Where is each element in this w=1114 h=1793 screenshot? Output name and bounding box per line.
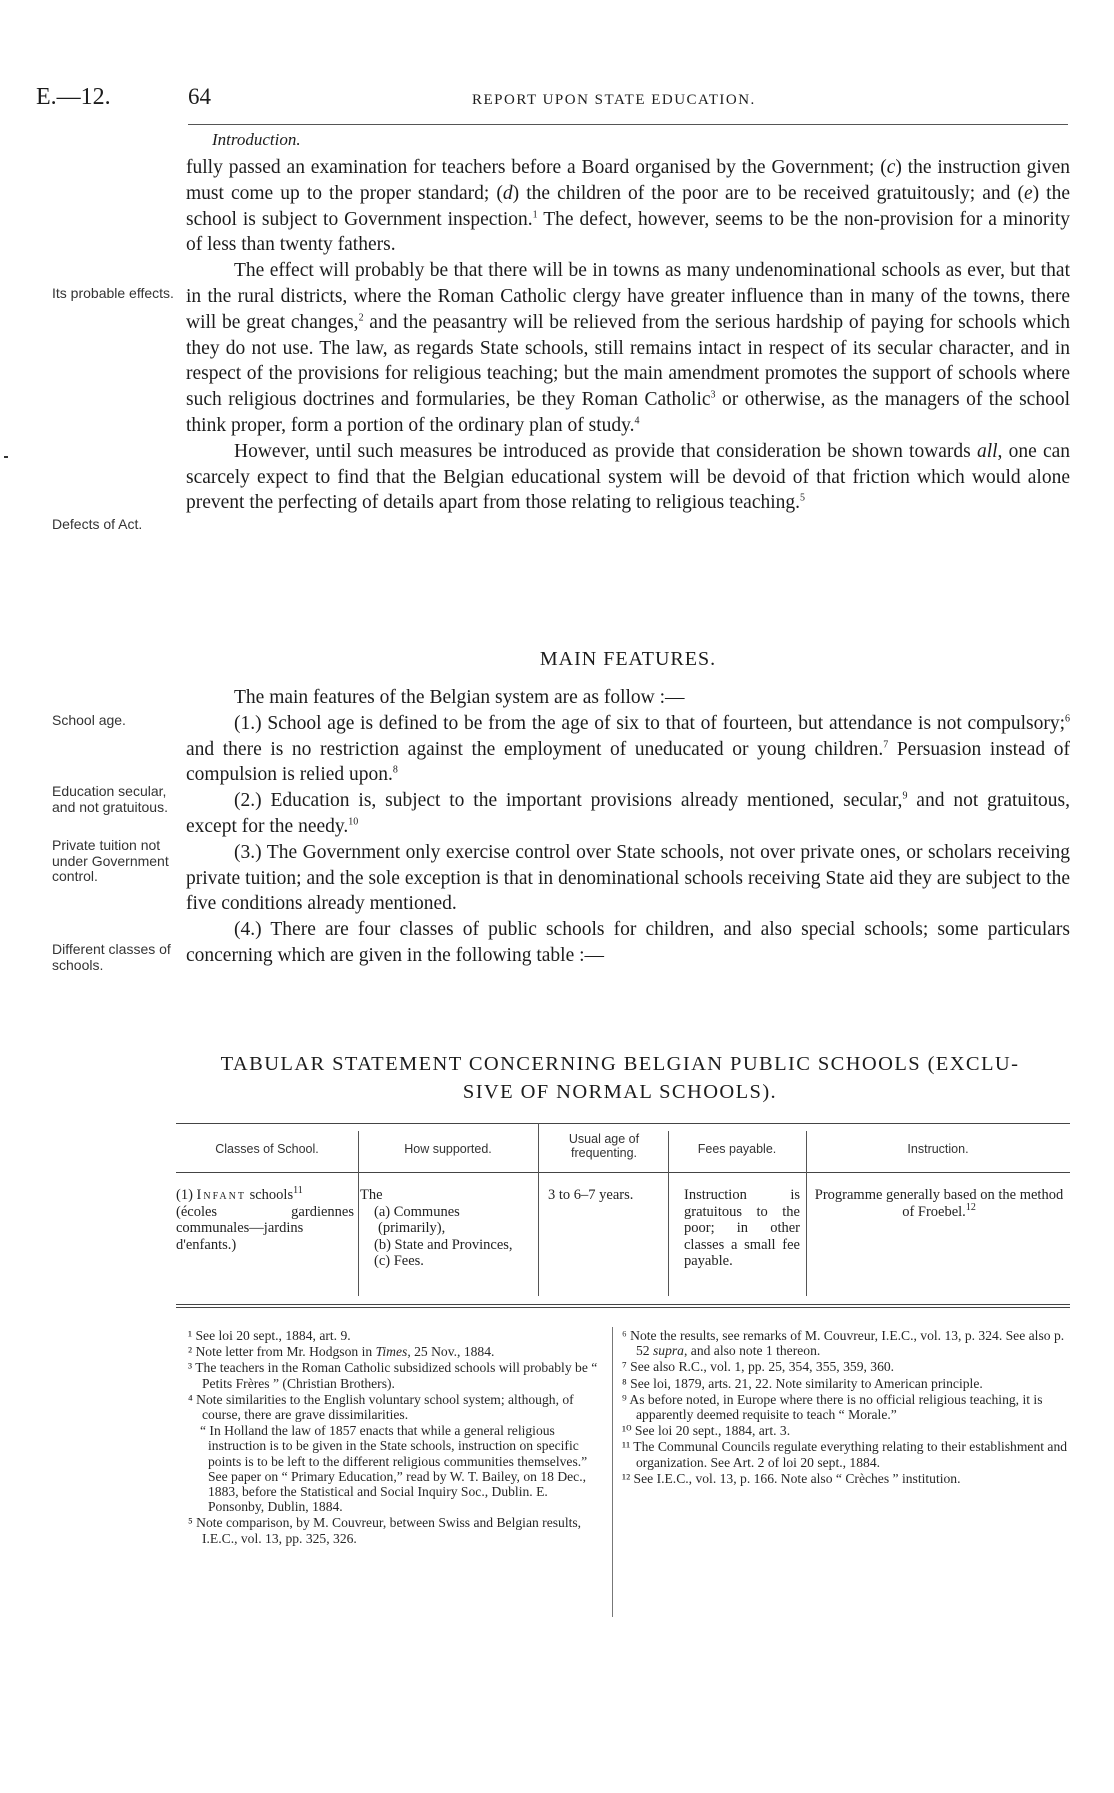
footnote-12: ¹² See I.E.C., vol. 13, p. 166. Note also “ Crèches ” institution. [622,1470,961,1486]
paragraph-intro-features: The main features of the Belgian system are as follow :— [234,687,685,708]
paragraph-school-age: (1.) School age is defined to be from the age of six to that of fourteen, but attendance is not compulsory;$^6$ and there is no restriction against the employment of uneducated or young children.$^7$ Persuasion instead of compulsion is relied upon.$^8$ [186,712,1070,786]
table-rule-header [176,1172,1070,1173]
footnote-ref: 7 [883,739,889,751]
footnote-3: ³ The teachers in the Roman Catholic subsidized schools will probably be “ Petits Frères ” (Christian Brothers). [188,1360,598,1391]
footnote-column-divider [612,1327,613,1617]
footnote-8: ⁸ See loi, 1879, arts. 21, 22. Note similarity to American principle. [622,1375,983,1391]
footnote-4-quote: “ In Holland the law of 1857 enacts that while a general religious instruction is to be given in the State schools, instruction on specific points is to be left to the different religious communities themselves.” See paper on “ Primary Education,” read by W. T. Bailey, on 18 Dec., 1883, before the Statistical and Social Inquiry Soc., Dublin. E. Ponsonby, Dublin, 1884. [200,1423,588,1515]
footnote-ref: 9 [902,790,908,802]
header-rule [188,124,1068,125]
footnote-ref: 6 [1065,713,1070,725]
table-cell-age: 3 to 6–7 years. [548,1187,634,1203]
table-rule-bottom-double [176,1307,1070,1308]
table-title-line-2: SIVE OF NORMAL SCHOOLS). [462,1081,778,1103]
footnote-1: ¹ See loi 20 sept., 1884, art. 9. [188,1328,351,1343]
table-rule-top [176,1123,1070,1124]
footnote-ref: 3 [710,389,716,401]
section-heading-main-features: MAIN FEATURES. [539,648,717,670]
table-header-supported: How supported. [404,1142,492,1156]
table-cell-supported: The (a) Communes (primarily), (b) State and Provinces, (c) Fees. [360,1187,513,1269]
footnote-11: ¹¹ The Communal Councils regulate everything relating to their establishment and organization. See Art. 2 of loi 20 sept., 1884. [622,1439,1068,1470]
table-cell-instruction: Programme generally based on the method of Froebel.$^{12}$ [814,1187,1064,1220]
document-code: E.—12. [36,84,111,110]
paragraph-probable-effects: The effect will probably be that there will be in towns as many undenominational schools as ever, but that in the rural districts, where the Roman Catholic clergy have greater influence than in many of the towns, there will be great changes,$^2$ and the peasantry will be relieved from the serious hardship of paying for schools which they do not use. The law, as regards State schools, still remains intact in respect of its secular character, and in respect of the provisions for religious teaching; but the main amendment promotes the support of schools where such religious doctrines and formularies, be they Roman Catholic$^3$ or otherwise, as the managers of the school think proper, form a portion of the ordinary plan of study.$^4$ [186,260,1070,436]
margin-note-education-secular: Education secular, and not gratuitous. [52,783,168,815]
introduction-label: Introduction. [212,130,301,149]
paragraph-education-secular: (2.) Education is, subject to the important provisions already mentioned, secular,$^9$ and not gratuitous, except for the needy.$^{10}$ [186,790,1070,837]
stray-mark [4,456,8,458]
footnote-ref: 1 [532,209,538,221]
footnote-ref: 2 [358,312,364,324]
margin-note-private-tuition: Private tuition not under Government control. [52,837,169,884]
footnote-4: ⁴ Note similarities to the English voluntary school system; although, of course, there are grave dissimilarities. [188,1391,574,1423]
paragraph-government-control: (3.) The Government only exercise control over State schools, not over private ones, or scholars receiving private tuition; and the sole exception is that in denominational schools receiving State aid they are subject to the five conditions already mentioned. [186,841,1070,915]
footnotes-left [188,1328,604,1547]
footnote-ref: 8 [392,764,398,776]
footnote-ref: 4 [634,415,640,427]
paragraph-defects: However, until such measures be introduced as provide that consideration be shown towards all, one can scarcely expect to find that the Belgian educational system will be devoid of that friction which would alone prevent the perfecting of details apart from those relating to religious teaching.$^5$ [186,440,1071,514]
column-divider [538,1123,539,1296]
margin-note-defects: Defects of Act. [52,516,143,532]
table-title [170,1050,1070,1106]
table-header-classes: Classes of School. [215,1142,319,1156]
table-cell-fees: Instruction is gratuitous to the poor; in other classes a small fee payable. [684,1187,800,1269]
body-text-features [186,685,1070,969]
footnote-10: ¹⁰ See loi 20 sept., 1884, art. 3. [622,1423,791,1439]
table-header-fees: Fees payable. [697,1142,777,1156]
body-text-top [186,155,1070,516]
footnotes-right [622,1328,1068,1487]
footnote-6: ⁶ Note the results, see remarks of M. Couvreur, I.E.C., vol. 13, p. 324. See also p. 52 supra, and also note 1 thereon. [622,1328,1065,1359]
footnote-5: ⁵ Note comparison, by M. Couvreur, between Swiss and Belgian results, I.E.C., vol. 13, pp. 325, 326. [188,1515,582,1546]
paragraph-classes-of-schools: (4.) There are four classes of public schools for children, and also special schools; some particulars concerning which are given in the following table :— [186,919,1070,966]
footnote-2: ² Note letter from Mr. Hodgson in Times, 25 Nov., 1884. [188,1344,495,1360]
table-rule-bottom [176,1304,1070,1305]
running-title: REPORT UPON STATE EDUCATION. [472,92,756,108]
margin-note-different-classes: Different classes of schools. [52,941,171,973]
table-header-instruction: Instruction. [907,1142,969,1156]
table-title-line-1: TABULAR STATEMENT CONCERNING BELGIAN PUBLIC SCHOOLS (EXCLU- [220,1053,1020,1075]
table-header-age: Usual age of frequenting. [568,1132,640,1160]
margin-note-school-age: School age. [52,712,126,728]
page-number: 64 [188,84,211,109]
footnote-ref: 5 [800,492,806,504]
footnote-ref: 10 [348,816,359,828]
footnote-7: ⁷ See also R.C., vol. 1, pp. 25, 354, 355, 359, 360. [622,1359,895,1375]
table-cell-class: (1) Infant schools$^{11}$ (écoles gardiennes communales—jardins d'enfants.) [176,1185,354,1253]
margin-note-probable-effects: Its probable effects. [52,285,174,301]
footnote-9: ⁹ As before noted, in Europe where there is no official religious teaching, it is apparently deemed requisite to teach “ Morale.” [622,1391,1043,1423]
paragraph-conditions: fully passed an examination for teachers before a Board organised by the Government; (c) the instruction given must come up to the proper standard; (d) the children of the poor are to be received gratuitously; and (e) the school is subject to Government inspection.$^1$ The defect, however, seems to be the non-provision for a minority of less than twenty fathers. [186,157,1070,256]
